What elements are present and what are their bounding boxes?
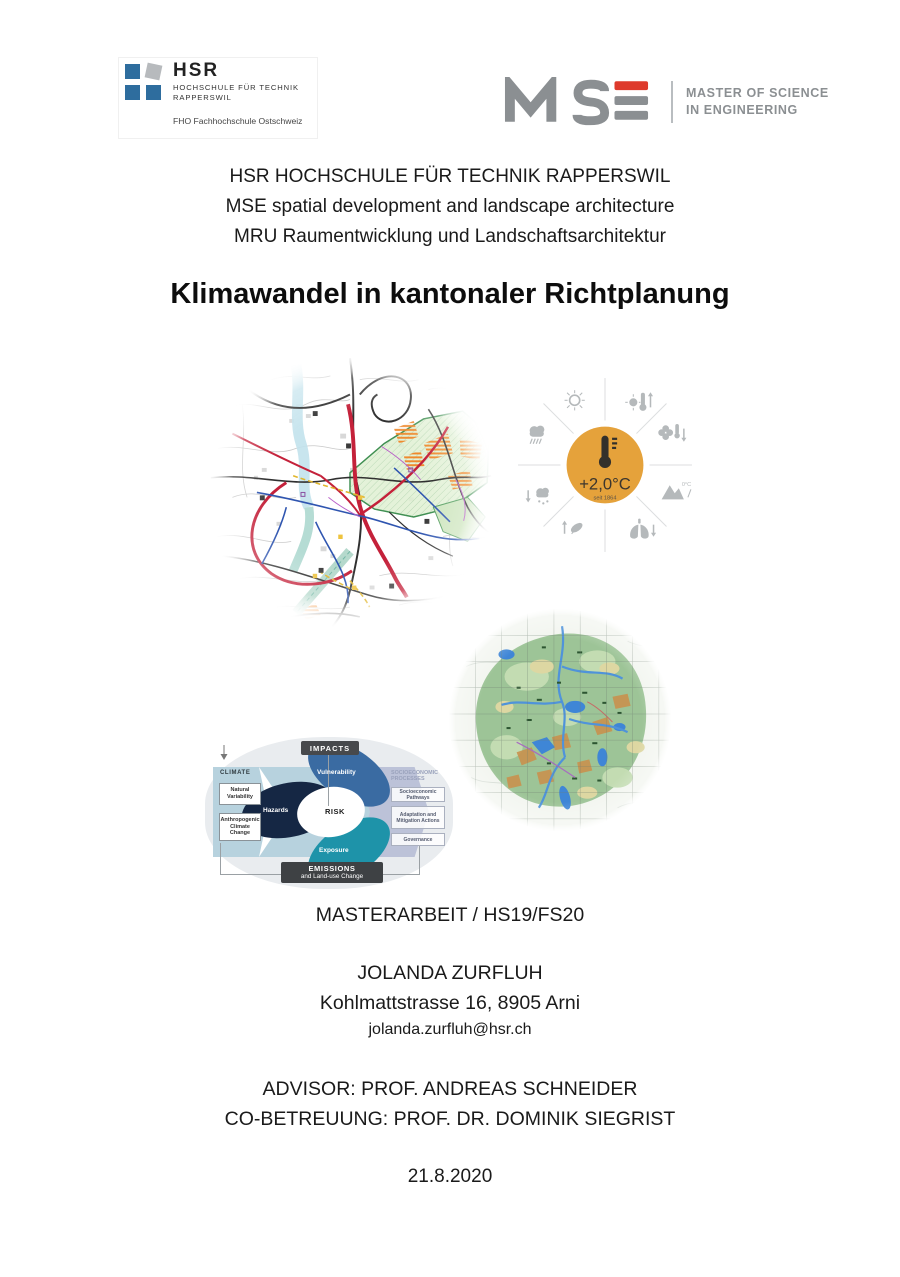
submission-date: 21.8.2020 [407,1166,493,1187]
mse-logo-divider [671,81,673,123]
mse-logo [503,76,829,128]
hazards-label: Hazards [263,807,289,814]
right-loop-line [383,874,420,875]
temperature-value: +2,0°C [579,474,631,494]
impacts-box: IMPACTS [301,741,359,755]
climate-label: CLIMATE [220,770,251,776]
anthropogenic-box: Anthropogenic Climate Change [219,813,261,841]
lungs-air-quality-down-icon [630,519,656,539]
hsr-square-blue-icon [125,85,140,100]
left-loop-line [220,843,221,875]
hsr-logo-name: HSR [173,60,220,81]
mountain-snowline-icon [662,482,692,499]
hsr-square-blue-icon [146,85,161,100]
hot-days-thermometer-up-icon [625,392,653,410]
climate-change-icon-wheel [514,374,696,556]
risk-label: RISK [325,807,345,816]
hsr-logo-line1: HOCHSCHULE FÜR TECHNIK [173,83,299,92]
institution-line3: MRU Raumentwicklung und Landschaftsarchitektur [234,226,666,247]
mse-wordmark-icon [503,77,651,127]
snow-days-down-icon [526,488,549,505]
program-line: MASTERARBEIT / HS19/FS20 [315,904,585,926]
mse-logo-text [686,85,829,120]
author-email: jolanda.zurfluh@hsr.ch [368,1021,532,1038]
socioeconomic-header: SOCIOECONOMIC PROCESSES [391,770,439,783]
temperature-since: seit 1864 [593,495,617,502]
city-richtplan-map [203,346,497,634]
thesis-title: Klimawandel in kantonaler Richtplanung [170,278,730,310]
hsr-logo [118,57,318,139]
author-address: Kohlmattstrasse 16, 8905 Arni [319,992,581,1014]
sun-icon [565,390,585,410]
emissions-label: EMISSIONS [308,863,356,873]
institution-line2: MSE spatial development and landscape architecture [225,196,675,217]
co-advisor-line: CO-BETREUUNG: PROF. DR. DOMINIK SIEGRIST [224,1108,676,1130]
hsr-square-gray-icon [145,63,163,81]
hsr-logo-line2: RAPPERSWIL [173,93,232,102]
ipcc-risk-diagram [205,737,453,889]
circular-canton-map [446,606,674,834]
institution-line1: HSR HOCHSCHULE FÜR TECHNIK RAPPERSWIL [229,166,671,187]
exposure-label: Exposure [319,847,349,854]
governance-box: Governance [391,833,445,846]
natural-variability-box: Natural Variability [219,783,261,805]
svg-text:0°C: 0°C [681,482,692,489]
adaptation-box: Adaptation and Mitigation Actions [391,806,445,829]
vulnerability-label: Vulnerability [317,769,356,776]
hsr-logo-subline: FHO Fachhochschule Ostschweiz [173,116,303,126]
fan-thermometer-down-icon [659,425,687,442]
emissions-sublabel: and Land-use Change [300,873,364,881]
vegetation-period-up-icon [562,521,584,535]
author-name: JOLANDA ZURFLUH [357,962,543,984]
advisor-line: ADVISOR: PROF. ANDREAS SCHNEIDER [262,1078,638,1100]
hsr-logo-squares-icon [125,64,165,104]
emissions-box [281,862,383,883]
right-loop-line [419,846,420,875]
left-loop-line [220,874,281,875]
river [296,365,309,507]
down-arrow-icon [219,745,229,761]
rain-cloud-icon [530,426,545,444]
mse-logo-line2: IN ENGINEERING [686,103,798,117]
pathways-box: Socioeconomic Pathways [391,787,445,802]
mse-logo-line1: MASTER OF SCIENCE [686,85,829,100]
impacts-risk-connector [328,752,329,806]
hsr-square-blue-icon [125,64,140,79]
